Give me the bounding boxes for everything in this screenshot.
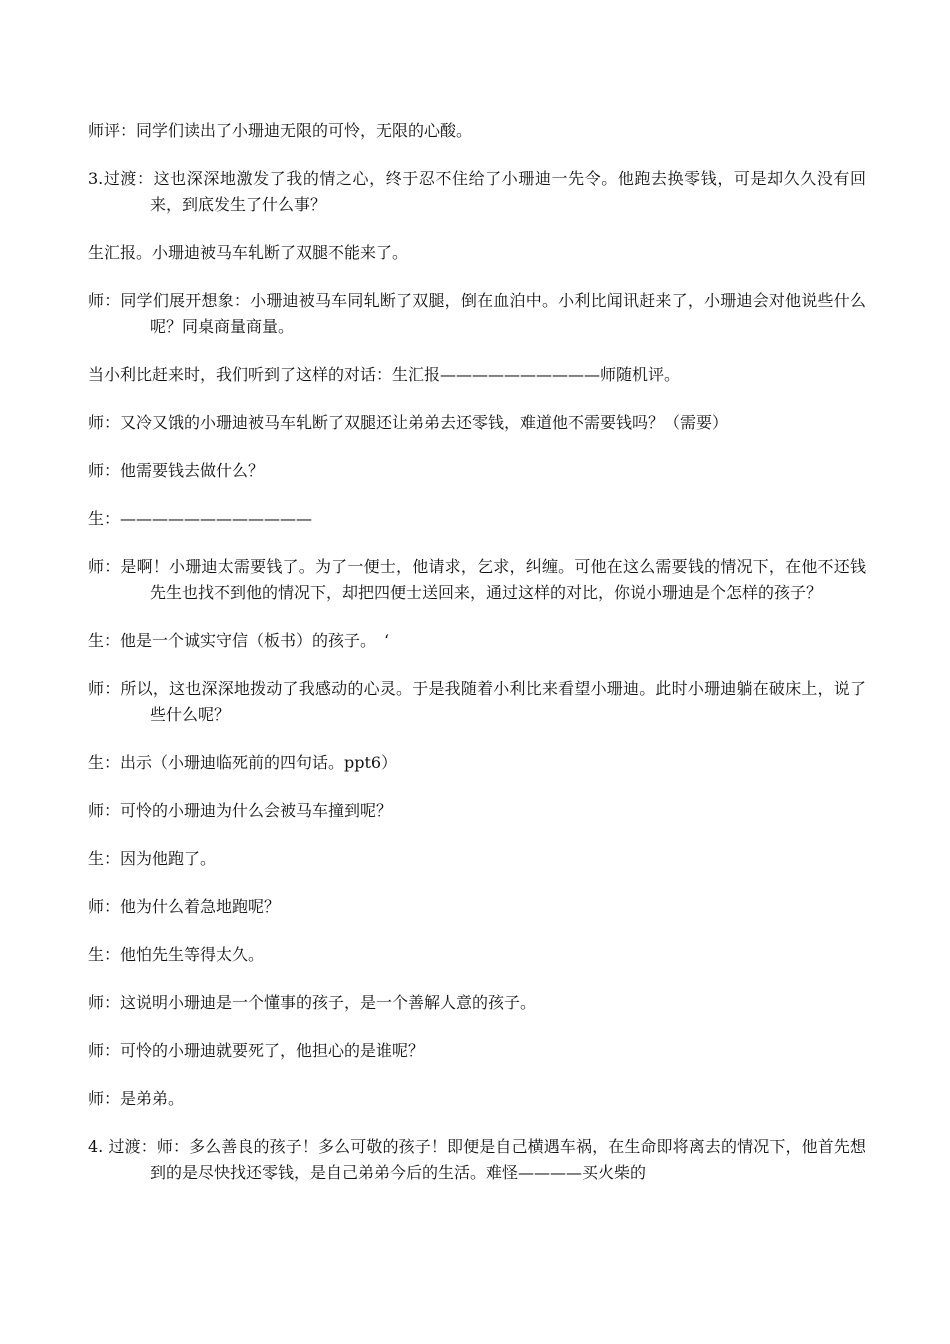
paragraph-teacher-question-money: 师：又冷又饿的小珊迪被马车轧断了双腿还让弟弟去还零钱，难道他不需要钱吗？（需要） (88, 413, 729, 432)
paragraph-teacher-sensible: 师：这说明小珊迪是一个懂事的孩子，是一个善解人意的孩子。 (88, 993, 537, 1012)
paragraph-teacher-contrast: 师：是啊！小珊迪太需要钱了。为了一便士，他请求，乞求，纠缠。可他在这么需要钱的情况下，在他不还钱先生也找不到他的情况下，却把四便士送回来，通过这样的对比，你说小珊迪是个怎样的孩子？ (88, 557, 866, 602)
paragraph-teacher-comment: 师评：同学们读出了小珊迪无限的可怜，无限的心酸。 (88, 121, 473, 140)
paragraph-student-honest: 生：他是一个诚实守信（板书）的孩子。 ‘ (88, 631, 390, 650)
paragraph-student-wait: 生：他怕先生等得太久。 (88, 945, 265, 964)
paragraph-student-report: 生汇报。小珊迪被马车轧断了双腿不能来了。 (88, 243, 409, 262)
paragraph-teacher-why-run: 师：他为什么着急地跑呢？ (88, 897, 281, 916)
paragraph-teacher-moved: 师：所以，这也深深地拨动了我感动的心灵。于是我随着小利比来看望小珊迪。此时小珊迪躺在破床上，说了些什么呢？ (88, 679, 866, 724)
paragraph-student-show: 生：出示（小珊迪临死前的四句话。ppt6） (88, 753, 398, 772)
paragraph-teacher-question-purpose: 师：他需要钱去做什么？ (88, 461, 265, 480)
paragraph-student-blank: 生：———————————— (88, 509, 313, 528)
paragraph-teacher-worry: 师：可怜的小珊迪就要死了，他担心的是谁呢？ (88, 1041, 425, 1060)
paragraph-dialogue: 当小利比赶来时，我们听到了这样的对话：生汇报——————————师随机评。 (88, 365, 681, 384)
paragraph-teacher-brother: 师：是弟弟。 (88, 1089, 185, 1108)
paragraph-teacher-why-hit: 师：可怜的小珊迪为什么会被马车撞到呢？ (88, 801, 393, 820)
paragraph-transition-3: 3.过渡：这也深深地激发了我的情之心，终于忍不住给了小珊迪一先令。他跑去换零钱，可是却久久没有回来，到底发生了什么事？ (88, 169, 866, 214)
paragraph-student-ran: 生：因为他跑了。 (88, 849, 217, 868)
paragraph-teacher-imagine: 师：同学们展开想象：小珊迪被马车同轧断了双腿，倒在血泊中。小利比闻讯赶来了，小珊迪会对他说些什么呢？同桌商量商量。 (88, 291, 866, 336)
paragraph-transition-4: 4. 过渡：师：多么善良的孩子！多么可敬的孩子！即便是自己横遇车祸，在生命即将离去的情况下，他首先想到的是尽快找还零钱，是自己弟弟今后的生活。难怪————买火柴的 (88, 1137, 866, 1182)
document-page (88, 118, 866, 1208)
